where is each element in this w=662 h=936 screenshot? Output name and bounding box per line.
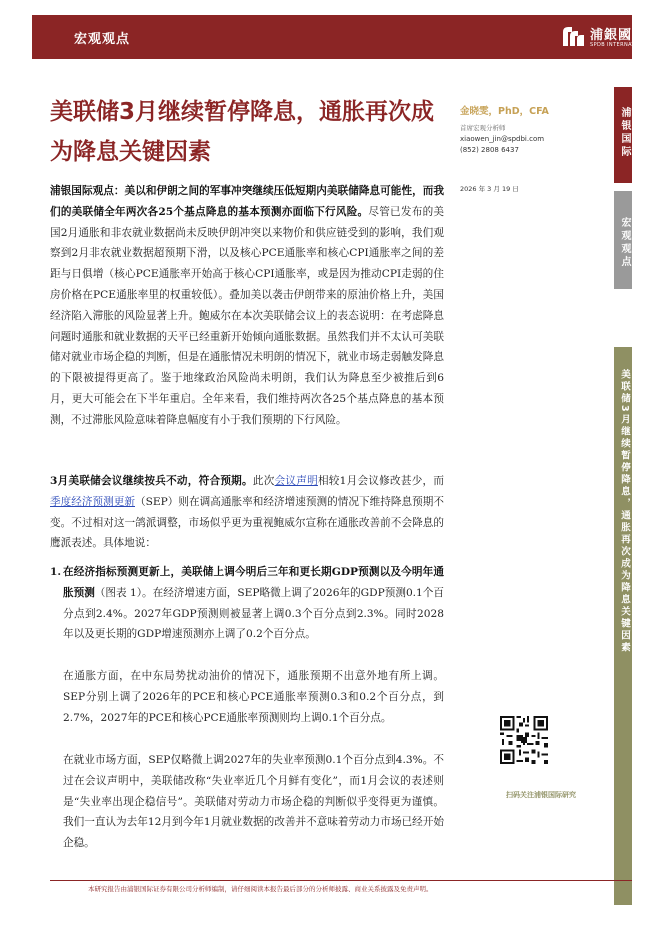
right-sidebar [614,87,632,905]
meeting-text-2: 相较1月会议修改甚少，而 [317,475,445,487]
report-title: 美联储3月继续暂停降息，通胀再次成为降息关键因素 [50,99,435,165]
sidebar-category-text: 宏观观点 [619,217,630,269]
sidebar-gap [614,289,632,347]
sidebar-brand-text: 浦银国际 [619,107,630,159]
footer-divider [50,880,632,881]
meeting-paragraph [50,471,444,554]
list-item-lead: 在经济指标预测更新上，美联储上调今明后三年和更长期GDP预测以及今明年通胀预测 [63,566,444,599]
analyst-name: 金晓雯，PhD，CFA [460,106,549,117]
qr-code-icon [498,714,550,766]
employment-paragraph: 在就业市场方面，SEP仅略微上调2027年的失业率预测0.1个百分点到4.3%。不过在会议声明中，美联储改称“失业率近几个月鲜有变化”，而1月会议的表述则是“失业率出现企稳信号”。美联储对劳动力市场企稳的判断似乎变得更为谨慎。我们一直认为去年12月到今年1月就业数据的改善并不意味着劳动力市场已经开始企稳。 [63,754,444,850]
sidebar-title-text: 美联储3月继续暂停降息，通胀再次成为降息关键因素 [619,369,630,655]
meeting-text-1: 此次 [252,475,275,487]
company-logo[interactable] [560,21,662,55]
inflation-paragraph: 在通胀方面，在中东局势扰动油价的情况下，通胀预期不出意外地有所上调。SEP分别上调了2026年的PCE和核心PCE通胀率预测0.3和0.2个百分点，到2.7%，2027年的PCE和核心PCE通胀率预测则均上调0.1个百分点。 [63,670,444,724]
logo-subtitle: SPDB INTERNATIONAL [590,42,653,48]
list-item-number: 1. [50,566,62,578]
summary-paragraph [50,181,444,431]
list-item-body [63,562,444,645]
sidebar-category [614,191,632,289]
report-category-tag: 宏观观点 [74,32,131,47]
analyst-email[interactable]: xiaowen_jin@spdbi.com [460,135,545,143]
logo-mark-icon [560,24,586,50]
summary-body: 尽管已发布的美国2月通胀和非农就业数据尚未反映伊朗冲突以来物价和供应链受到的影响，我们观察到2月非农就业数据超预期下滑，以及核心PCE通胀率和核心CPI通胀率之间的差距与日俱增（核心PCE通胀率开始高于核心CPI通胀率，或是因为推动CPI走弱的住房价格在PCE通胀率里的权重较低）。叠加美以袭击伊朗带来的原油价格上升，美国经济陷入滞胀的风险显著上升。鲍威尔在本次美联储会议上的表态说明：在考虑降息问题时通胀和就业数据的天平已经重新开始倾向通胀数据。虽然我们并不太认可美联储对就业市场企稳的判断，但是在通胀情况未明朗的情况下，就业市场走弱触发降息的下限被提得更高了。鉴于地缘政治风险尚未明朗，我们认为降息至少被推后到6月，更大可能会在下半年重启。全年来看，我们维持两次各25个基点降息的基本预测，不过滞胀风险意味着降息幅度有小于我们预期的下行风险。 [50,205,444,426]
meeting-lead: 3月美联储会议继续按兵不动，符合预期。 [50,475,253,487]
sep-link[interactable]: 季度经济预测更新 [50,495,135,508]
analyst-info [460,103,549,154]
sidebar-title [614,347,632,905]
header-band [32,15,653,59]
logo-name: 浦銀國際 [590,28,647,43]
qr-caption: 扫码关注浦银国际研究 [506,791,576,799]
list-item-text: （图表 1）。在经济增速方面，SEP略微上调了2026年的GDP预测0.1个百分点到2.4%。2027年GDP预测则被显著上调0.3个百分点到2.3%。同时2028年以及更长期的GDP增速预测亦上调了0.2个百分点。 [63,586,444,641]
statement-link[interactable]: 会议声明 [274,475,318,487]
summary-lead: 浦银国际观点：美以和伊朗之间的军事冲突继续压低短期内美联储降息可能性，而我们的美联储全年两次各25个基点降息的基本预测亦面临下行风险。 [50,185,444,218]
analyst-phone: (852) 2808 6437 [460,146,519,154]
sidebar-brand [614,87,632,183]
report-date: 2026 年 3 月 19 日 [460,185,519,193]
meeting-text-3: （SEP）则在调高通胀率和经济增速预测的情况下维持降息预期不变。不过相对这一鸽派调整，市场似乎更为重视鲍威尔宣称在通胀改善前不会降息的鹰派表述。具体地说： [50,495,444,550]
analyst-title: 首席宏观分析师 [460,124,506,132]
sidebar-divider [614,183,632,191]
footer-disclaimer: 本研究报告由浦银国际证券有限公司分析师编制，请仔细阅读本报告最后部分的分析师披露、商业关系披露及免责声明。 [88,885,433,893]
